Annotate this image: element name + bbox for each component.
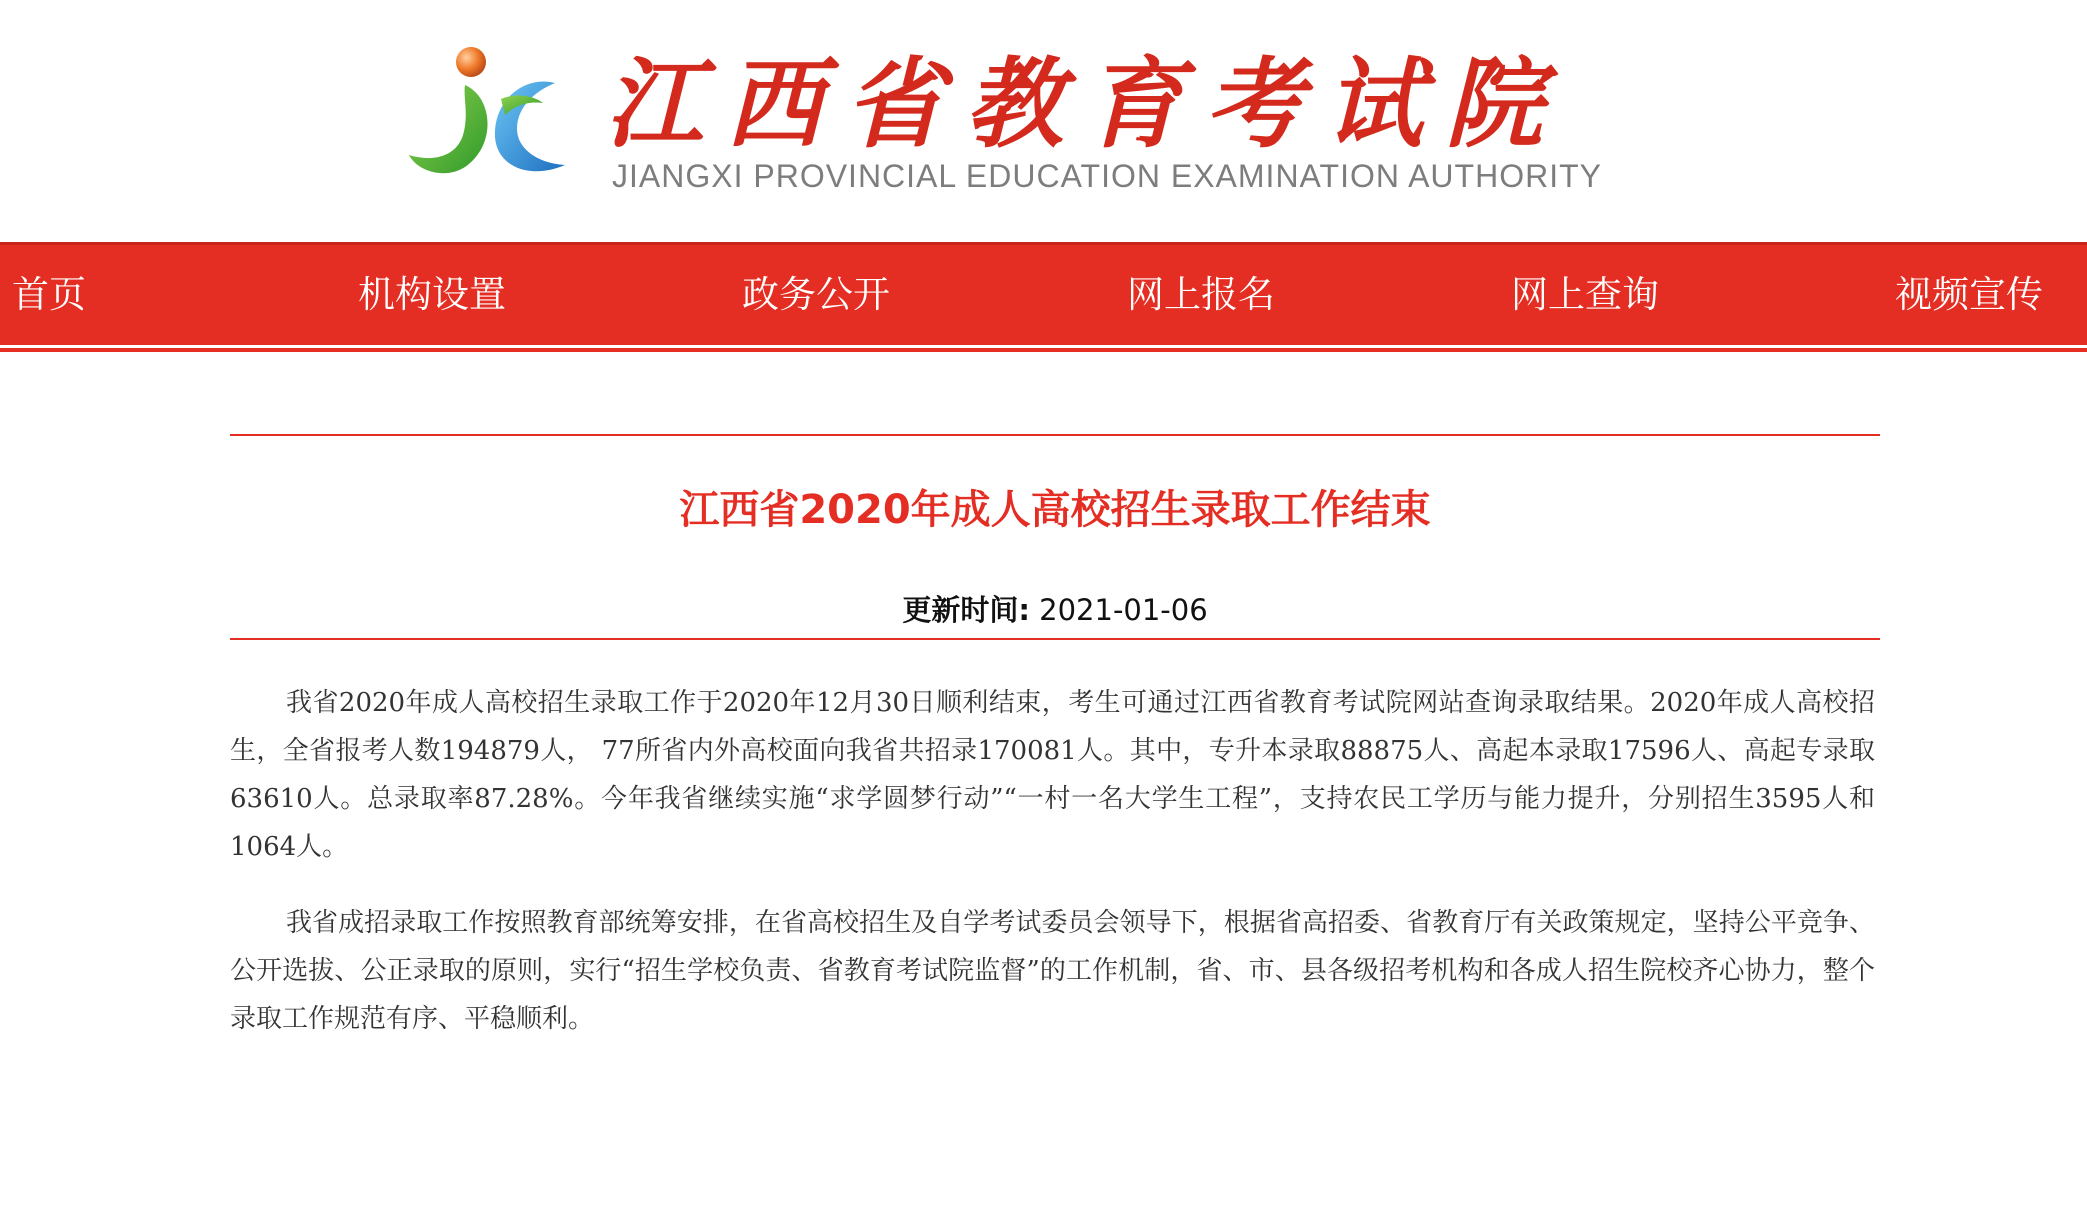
- article-title: 江西省2020年成人高校招生录取工作结束: [679, 487, 1431, 533]
- update-time-label: 更新时间:: [902, 593, 1030, 627]
- site-header: [0, 0, 2087, 242]
- title-bottom-rule: [230, 638, 1880, 640]
- nav-item-gov-affairs[interactable]: 政务公开: [742, 273, 890, 316]
- nav-item-home[interactable]: 首页: [12, 273, 86, 316]
- main-nav: [0, 242, 2087, 345]
- nav-item-online-query[interactable]: 网上查询: [1511, 273, 1659, 316]
- title-top-rule: [230, 434, 1880, 436]
- update-time: [230, 588, 1880, 629]
- nav-item-video[interactable]: 视频宣传: [1895, 273, 2043, 316]
- nav-item-online-signup[interactable]: 网上报名: [1127, 273, 1275, 316]
- article-paragraph: 我省2020年成人高校招生录取工作于2020年12月30日顺利结束，考生可通过江西省教育考试院网站查询录取结果。2020年成人高校招生，全省报考人数194879人， 77所省内外高校面向我省共招录170081人。其中，专升本录取88875人、高起本录取17596人、高起专录取63610人。总录取率87.28%。今年我省继续实施“求学圆梦行动”“一村一名大学生工程”，支持农民工学历与能力提升，分别招生3595人和1064人。: [230, 688, 1875, 862]
- nav-divider: [0, 348, 2087, 352]
- nav-item-organization[interactable]: 机构设置: [358, 273, 506, 316]
- update-time-value: 2021-01-06: [1039, 593, 1208, 627]
- site-logo-subtitle: JIANGXI PROVINCIAL EDUCATION EXAMINATION AUTHORITY: [612, 158, 1602, 194]
- article-paragraph: 我省成招录取工作按照教育部统筹安排，在省高校招生及自学考试委员会领导下，根据省高招委、省教育厅有关政策规定，坚持公平竞争、公开选拔、公正录取的原则，实行“招生学校负责、省教育考试院监督”的工作机制，省、市、县各级招考机构和各成人招生院校齐心协力，整个录取工作规范有序、平稳顺利。: [230, 908, 1875, 1034]
- jc-swirl-logo-icon[interactable]: [405, 45, 570, 190]
- site-logo-title[interactable]: 江西省教育考试院: [605, 47, 1566, 162]
